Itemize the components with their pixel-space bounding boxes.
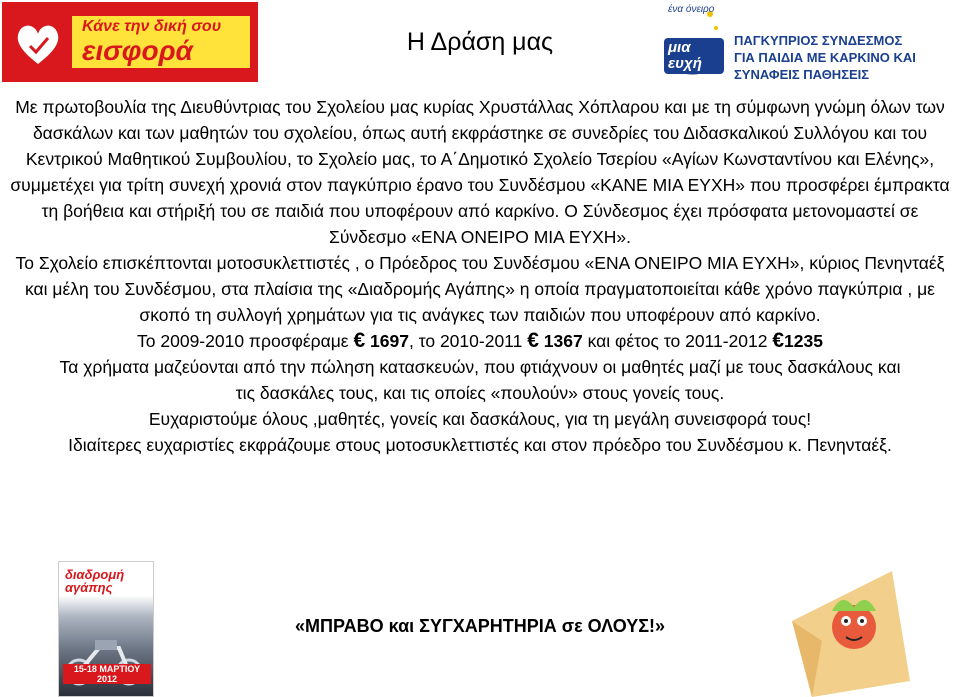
logo-line2: εισφορά	[82, 35, 193, 66]
association-name-line: ΣΥΝΑΦΕΙΣ ΠΑΘΗΣΕΙΣ	[734, 67, 870, 82]
badge-small-text: ένα όνειρο	[668, 4, 715, 15]
poster-title-line: αγάπης	[65, 580, 113, 595]
donations-mid2: και φέτος το 2011-2012	[582, 331, 773, 351]
logo-line1: Κάνε την δική σου	[82, 18, 222, 35]
association-logo	[660, 2, 956, 92]
euro-symbol: €	[527, 329, 539, 352]
amount-2011-2012: 1235	[784, 331, 823, 351]
intro-paragraph: Με πρωτοβουλία της Διευθύντριας του Σχολείου μας κυρίας Χρυστάλλας Χόπλαρου και με τη σύμφωνη γνώμη όλων των δασκάλων και των μαθητών του σχολείου, όπως αυτή εκφράστηκε σε συνεδρίες του Διδασκαλικού Συλλόγου και του Κεντρικού Μαθητικού Συμβουλίου, το Σχολείο μας, το Α΄Δημοτικό Σχολείο Τσερίου «Αγίων Κωνσταντίνου και Ελένης», συμμετέχει για τρίτη συνεχή χρονιά στον παγκύπριο έρανο του Συνδέσμου «ΚΑΝΕ ΜΙΑ ΕΥΧΗ» που προσφέρει έμπρακτα τη βοήθεια και στήριξή του σε παιδιά που υποφέρουν από καρκίνο. Ο Σύνδεσμος έχει πρόσφατα μετονομαστεί σε Σύνδεσμο «ΕΝΑ ΟΝΕΙΡΟ ΜΙΑ ΕΥΧΗ».	[10, 97, 950, 247]
poster-date: 15-18 ΜΑΡΤΙΟΥ 2012	[63, 664, 151, 684]
euro-symbol: €	[353, 329, 366, 352]
amount-2010-2011: 1367	[543, 331, 583, 351]
ena-oneiro-badge	[660, 2, 724, 88]
association-name	[734, 32, 956, 83]
amount-2009-2010: 1697	[370, 331, 409, 351]
association-name-line: ΠΑΓΚΥΠΡΙΟΣ ΣΥΝΔΕΣΜΟΣ	[734, 33, 903, 48]
closing-message: «ΜΠΡΑΒΟ και ΣΥΓΧΑΡΗΤΗΡΙΑ σε ΟΛΟΥΣ!»	[294, 616, 666, 636]
visit-paragraph: Το Σχολείο επισκέπτονται μοτοσυκλεττιστές , ο Πρόεδρος του Συνδέσμου «ΕΝΑ ΟΝΕΙΡΟ ΜΙΑ ΕΥΧΗ», κύριος Πενηνταέξ και μέλη του Συνδέσμου, στα πλαίσια της «Διαδρομής Αγάπης» η οποία πραγματοποιείται κάθε χρόνο παγκύπρια , με σκοπό τη συλλογή χρημάτων για τις ανάγκες των παιδιών που υποφέρουν από καρκίνο.	[15, 253, 945, 325]
association-name-line: ΓΙΑ ΠΑΙΔΙΑ ΜΕ ΚΑΡΚΙΝΟ ΚΑΙ	[734, 50, 916, 65]
donations-mid1: , το 2010-2011	[408, 331, 528, 351]
sales-paragraph: Τα χρήματα μαζεύονται από την πώληση κατασκευών, που φτιάχνουν οι μαθητές μαζί με τους δασκάλους και τις δασκάλες τους, και τις οποίες «πουλούν» στους γονείς τους.	[59, 357, 901, 403]
donations-intro: Το 2009-2010 προσφέραμε	[137, 331, 354, 351]
euro-symbol: €	[772, 329, 785, 352]
badge-big-text: μια ευχή	[664, 38, 724, 74]
poster-title-line: διαδρομή	[65, 567, 125, 582]
special-thanks-paragraph: Ιδιαίτερες ευχαριστίες εκφράζουμε στους μοτοσυκλεττιστές και στον πρόεδρο του Συνδέσμου κ. Πενηνταέξ.	[68, 435, 892, 455]
article-body	[0, 94, 960, 458]
page-title: Η Δράση μας	[406, 28, 554, 56]
donations-line	[0, 328, 960, 354]
thanks-paragraph: Ευχαριστούμε όλους ,μαθητές, γονείς και δασκάλους, για τη μεγάλη συνεισφορά τους!	[148, 409, 812, 429]
poster-title	[65, 568, 124, 594]
